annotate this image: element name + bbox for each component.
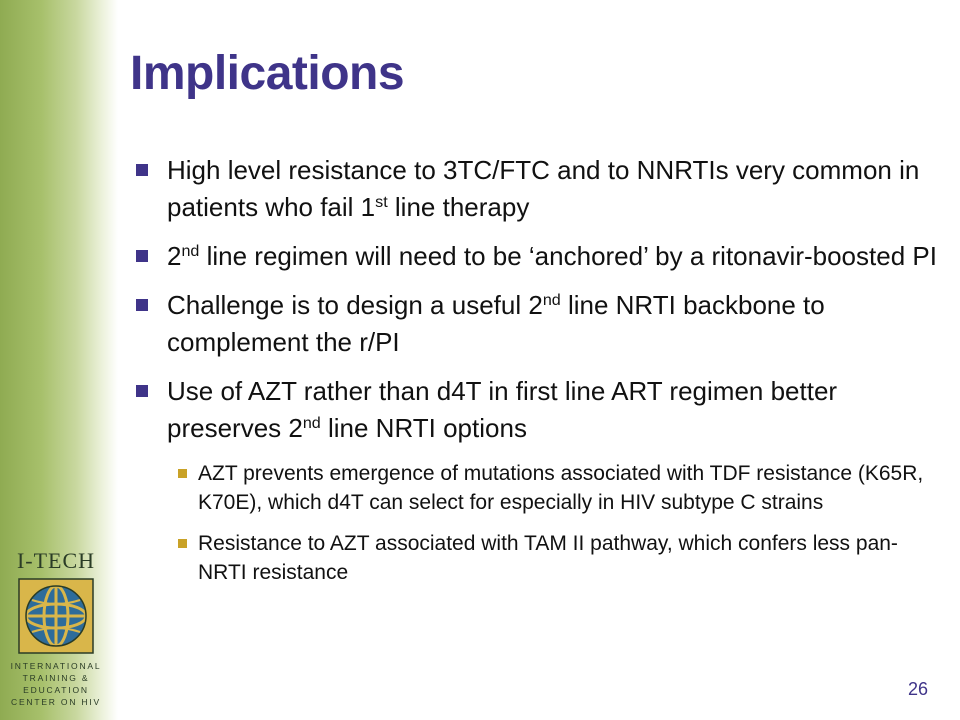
slide-title: Implications (130, 47, 405, 100)
itech-logo (6, 548, 106, 708)
sub-bullet-item (130, 459, 940, 517)
bullet-text: line regimen will need to be ‘anchored’ by a ritonavir-boosted PI (199, 241, 937, 271)
square-bullet-icon (136, 164, 148, 176)
bullet-text: Resistance to AZT associated with TAM II pathway, which confers less pan-NRTI resistance (198, 532, 898, 584)
superscript-text: nd (302, 414, 321, 433)
bullet-text: line NRTI backbone to complement the r/PI (167, 290, 825, 357)
bullet-item (130, 152, 940, 226)
bullet-text: AZT prevents emergence of mutations associated with TDF resistance (K65R, K70E), which d4T can select for especially in HIV subtype C strains (198, 462, 924, 514)
bullet-text: Challenge is to design a useful 2 (167, 290, 543, 320)
bullet-text: line NRTI options (320, 413, 527, 443)
bullet-item (130, 238, 940, 275)
superscript-text: st (375, 193, 388, 212)
bullet-item (130, 373, 940, 447)
logo-tagline: INTERNATIONAL TRAINING & EDUCATION CENTER ON HIV (10, 661, 102, 707)
bullet-list (130, 152, 940, 599)
bullet-text: Use of AZT rather than d4T in first line ART regimen better preserves 2 (167, 376, 838, 443)
square-bullet-icon (136, 250, 148, 262)
superscript-text: nd (181, 242, 200, 261)
bullet-text: line therapy (387, 192, 530, 222)
bullet-text: 2 (167, 241, 182, 271)
square-bullet-icon (136, 385, 148, 397)
bullet-text: High level resistance to 3TC/FTC and to NNRTIs very common in patients who fail 1 (167, 155, 920, 222)
globe-grid-icon (18, 578, 94, 654)
sub-bullet-item (130, 529, 940, 587)
logo-name: I-TECH (16, 548, 96, 573)
superscript-text: nd (542, 291, 561, 310)
square-sub-bullet-icon (178, 539, 187, 548)
bullet-item (130, 287, 940, 361)
page-number: 26 (907, 679, 928, 699)
square-sub-bullet-icon (178, 469, 187, 478)
square-bullet-icon (136, 299, 148, 311)
